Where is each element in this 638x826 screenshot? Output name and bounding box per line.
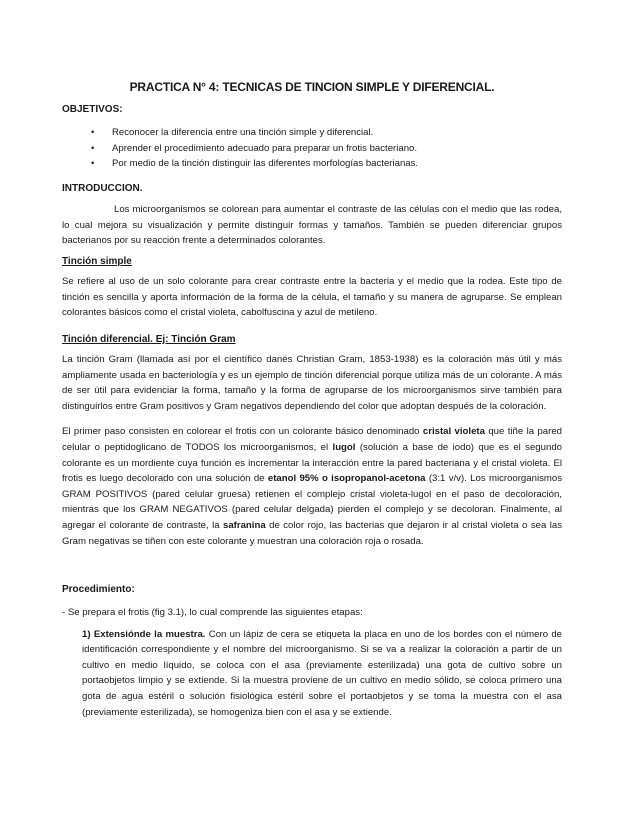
introduccion-text: Los microorganismos se colorean para aumentar el contraste de las células con el medio que las rodea, lo cual mejora su visualización y permite distinguir formas y tamaños. También se pueden diferenciar grupos bacterianos por su reacción frente a determinados colorantes. <box>62 204 562 247</box>
procedimiento-intro: - Se prepara el frotis (fig 3.1), lo cual comprende las siguientes etapas: <box>62 607 363 618</box>
step-1-label: 1) Extensiónde la muestra. <box>82 628 206 640</box>
objetivos-heading: OBJETIVOS: <box>62 104 123 115</box>
step-1: 1) Extensiónde la muestra. Con un lápiz de cera se etiqueta la placa en uno de los bordes con el número de identificación correspondiente y el nombre del microorganismo. Si se va a realizar la coloración a partir de un cultivo en medio líquido, se coloca con el asa (previamente esterilizada) una gota de cultivo sobre un portaobjetos limpio y se extiende. Si la muestra proviene de un cultivo en medio sólido, se coloca primero una gota de agua estéril o solución fisiológica estéril sobre el portaobjetos y se toma la muestra con el asa (previamente esterilizada), se homogeniza bien con el asa y se extiende. <box>82 628 563 718</box>
tincion-diferencial-text: La tinción Gram (llamada así por el científico danés Christian Gram, 1853-1938) es la coloración más útil y más ampliamente usada en bacteriología y es un ejemplo de tinción diferencial porque utiliza más de un colorante. A más de ser útil para evidenciar la forma, tamaño y la forma de agruparse de los microorganismos sirve también para distinguirlos entre Gram positivos y Gram negativos dependiendo del color que adoptan después de la coloración. <box>62 354 562 412</box>
bullet-icon: • <box>91 142 95 154</box>
list-item: • Aprender el procedimiento adecuado para preparar un frotis bacteriano. <box>62 141 562 157</box>
objetivos-list <box>62 125 562 172</box>
list-item: • Por medio de la tinción distinguir las diferentes morfologías bacterianas. <box>62 156 562 172</box>
tincion-simple-section <box>62 256 562 321</box>
procedimiento-steps <box>62 627 562 721</box>
tincion-simple-text: Se refiere al uso de un solo colorante para crear contraste entre la bacteria y el medio que la rodea. Este tipo de tinción es sencilla y aporta información de la forma de la célula, el tamaño y su manera de agruparse. Se emplean colorantes básicos como el cristal violeta, cabolfuscina y azul de metileno. <box>62 276 562 319</box>
gram-procedure-text: El primer paso consisten en colorear el frotis con un colorante básico denominado cristal violeta que tiñe la pared celular o peptidoglicano de TODOS los microorganismos, el lugol (solución a base de iodo) que es el segundo colorante es un mordiente cuya función es incrementar la interacción entre la pared bacteriana y el cristal violeta. El frotis es luego decolorado con una solución de etanol 95% o isopropanol-acetona (3:1 v/v). Los microorganismos GRAM POSITIVOS (pared celular gruesa) retienen el complejo cristal violeta-lugol en el paso de decoloración, mientras que los GRAM NEGATIVOS (pared celular delgada) pierden el complejo y se decoloran. Finalmente, al agregar el colorante de contraste, la safranina de color rojo, las bacterias que dejaron ir al cristal violeta o sea las Gram negativas se tiñen con este colorante y muestran una coloración roja o rosada. <box>62 426 563 547</box>
introduccion-heading: INTRODUCCION. <box>62 183 143 194</box>
introduccion-section <box>62 183 562 249</box>
bullet-icon: • <box>91 127 95 138</box>
tincion-diferencial-heading: Tinción diferencial. Ej: Tinción Gram <box>62 334 236 345</box>
procedimiento-heading: Procedimiento: <box>62 584 135 595</box>
objetivos-section <box>62 104 562 172</box>
procedimiento-section <box>62 584 562 720</box>
tincion-diferencial-section <box>62 334 562 549</box>
document-title: PRACTICA N° 4: TECNICAS DE TINCION SIMPLE Y DIFERENCIAL. <box>129 80 495 94</box>
tincion-simple-heading: Tinción simple <box>62 256 132 267</box>
bullet-icon: • <box>91 158 95 170</box>
list-item: • Reconocer la diferencia entre una tinción simple y diferencial. <box>62 125 562 141</box>
